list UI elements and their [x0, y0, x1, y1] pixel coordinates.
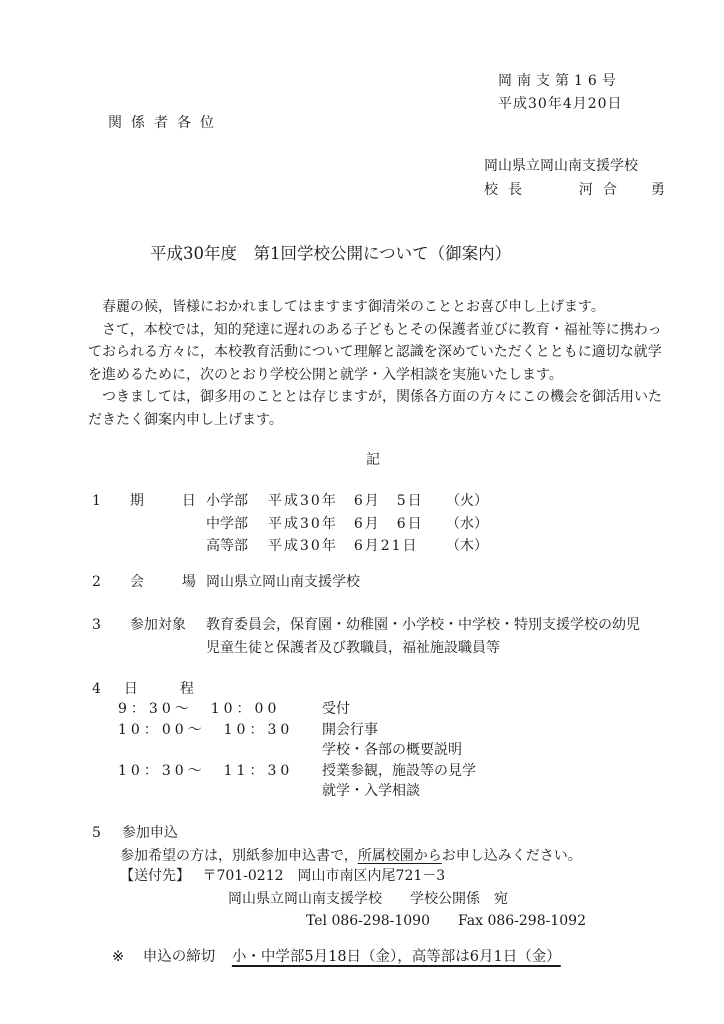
send-line [120, 865, 586, 888]
schedule-item: 就学・入学相談 [322, 783, 420, 799]
section-label: 日 程 [123, 681, 208, 697]
school-level: 小学部 [206, 493, 248, 509]
deadline-label: 申込の締切 [142, 949, 216, 965]
schedule-item: 授業参観，施設等の見学 [322, 762, 476, 779]
event-dates [206, 490, 488, 558]
schedule [118, 699, 476, 802]
contact-numbers: Tel 086-298-1090 Fax 086-298-1092 [306, 913, 586, 929]
note-mark: ※ [112, 949, 125, 965]
sender-organization: 岡山県立岡山南支援学校 [484, 158, 638, 174]
send-line [120, 910, 586, 933]
target-line: 児童生徒と保護者及び教職員，福祉施設職員等 [206, 639, 500, 656]
section-label: 参加対象 [129, 617, 186, 633]
section-label: 会 場 [129, 574, 208, 590]
ki-heading: 記 [366, 452, 380, 468]
schedule-time: 10：00～ 10：30 [118, 721, 294, 738]
sender-title: 校長 [484, 182, 532, 198]
body-paragraph: 春麗の候，皆様におかれましてはますます御清栄のこととお喜び申し上げます。 [102, 299, 605, 315]
section-number: 1 [92, 493, 101, 509]
deadline [112, 945, 561, 966]
addressee: 関係者各位 [108, 115, 223, 131]
date-row [206, 513, 488, 536]
schedule-item: 受付 [322, 701, 350, 717]
send-address [120, 865, 586, 933]
schedule-row [118, 720, 476, 741]
weekday: （木） [446, 538, 488, 554]
recipient: 岡山県立岡山南支援学校 学校公開係 宛 [228, 890, 508, 907]
deadline-dates: 小・中学部5月18日（金），高等部は6月1日（金） [231, 949, 561, 965]
venue: 岡山県立岡山南支援学校 [206, 574, 360, 590]
weekday: （火） [446, 493, 488, 509]
send-label: 【送付先】 [120, 868, 190, 884]
section-number: 5 [92, 825, 101, 841]
section-label: 期 日 [129, 493, 208, 509]
event-date: 平成30年 6月 5日 [268, 493, 424, 509]
sender-signature [484, 179, 675, 199]
schedule-item: 開会行事 [322, 721, 378, 738]
schedule-time [118, 781, 322, 802]
apply-text: 参加希望の方は，別紙参加申込書で， [120, 848, 358, 864]
schedule-time: 10：30～ 11：30 [118, 762, 294, 779]
event-date: 平成30年 6月 6日 [268, 515, 424, 532]
school-level: 中学部 [206, 515, 248, 532]
schedule-time [118, 740, 322, 761]
target-line: 教育委員会，保育園・幼稚園・小学校・中学校・特別支援学校の幼児 [206, 617, 640, 633]
schedule-row [118, 699, 476, 720]
schedule-row [118, 781, 476, 802]
date-row [206, 490, 488, 513]
event-date: 平成30年 6月21日 [268, 538, 419, 554]
section-schedule-heading [92, 678, 234, 698]
school-level: 高等部 [206, 538, 248, 554]
page-title: 平成30年度 第1回学校公開について（御案内） [150, 244, 512, 263]
schedule-item: 学校・各部の概要説明 [322, 742, 462, 758]
schedule-row [118, 740, 476, 761]
sender-name: 河合 勇 [578, 182, 675, 198]
postal-address: 〒701-0212 岡山市南区内尾721－3 [202, 868, 446, 884]
apply-instructions [120, 845, 582, 865]
section-number: 2 [92, 574, 101, 590]
date-row [206, 535, 488, 558]
body-text [88, 296, 668, 431]
document-number: 岡南支第16号 [498, 73, 621, 89]
document-date: 平成30年4月20日 [498, 96, 623, 112]
section-label: 参加申込 [121, 825, 178, 841]
apply-text-end: お申し込みください。 [441, 848, 582, 864]
section-number: 3 [92, 617, 101, 633]
weekday: （水） [446, 515, 488, 532]
section-number: 4 [92, 681, 101, 697]
schedule-row [118, 761, 476, 782]
body-paragraph: さて，本校では，知的発達に遅れのある子どもとその保護者並びに教育・福祉等に携わっておられる方々に，本校教育活動について理解と認識を深めていただくとともに適切な就学を進めるために，次のとおり学校公開と就学・入学相談を実施いたします。 [88, 321, 662, 383]
target-audience [206, 614, 640, 659]
schedule-time: 9：30～ 10：00 [118, 701, 281, 717]
body-paragraph: つきましては，御多用のこととは存じますが，関係各方面の方々にこの機会を御活用いただきたく御案内申し上げます。 [88, 389, 662, 428]
apply-underlined: 所属校園から [357, 848, 442, 864]
section-apply-heading [92, 822, 232, 842]
send-line [120, 888, 586, 911]
